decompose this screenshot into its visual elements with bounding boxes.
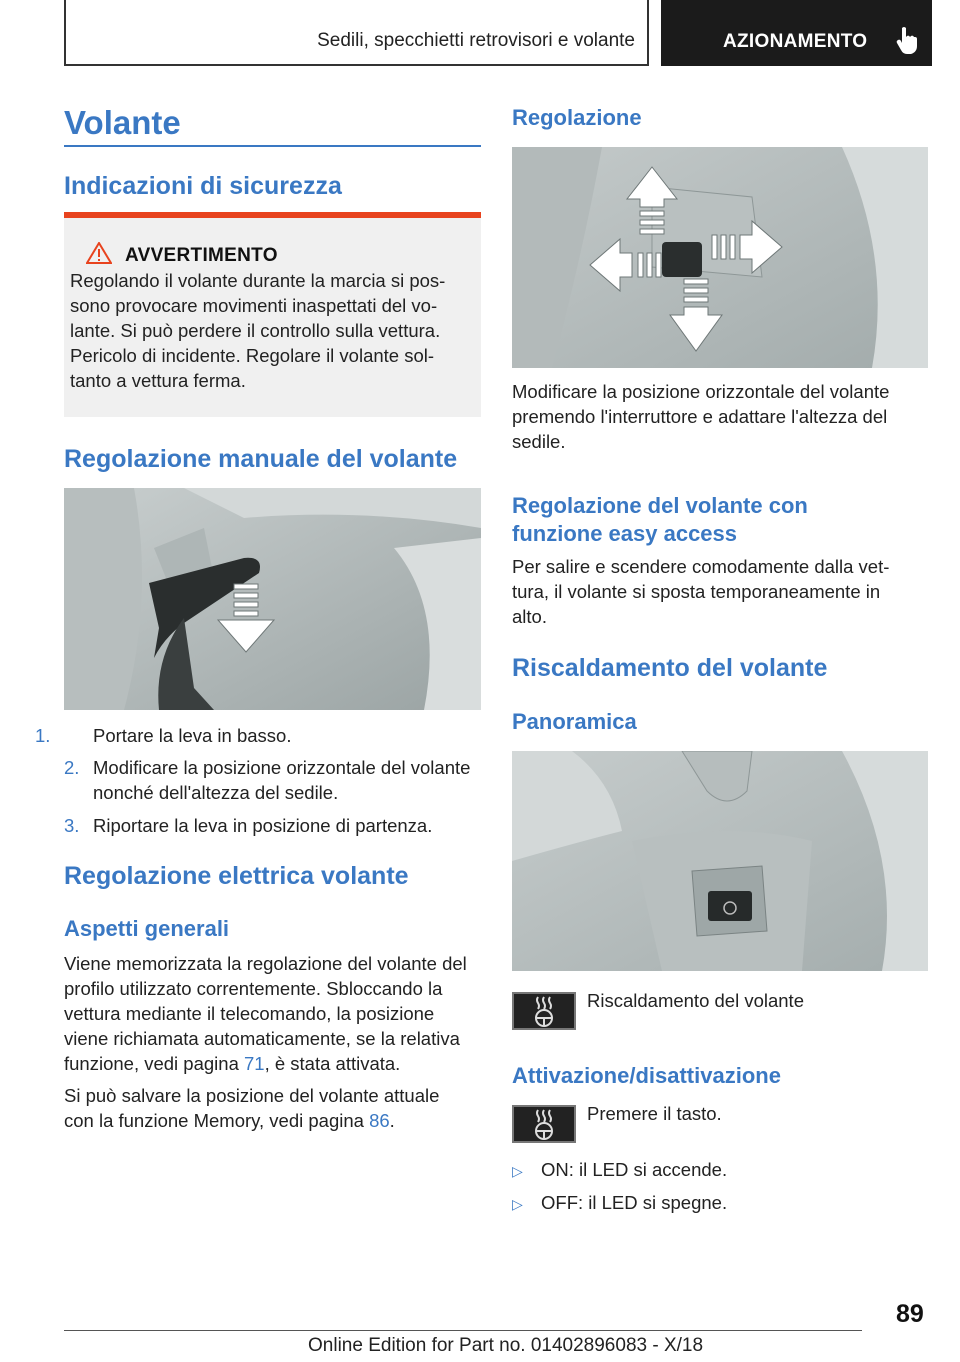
easy-access-paragraph [512,554,928,629]
warning-line: Pericolo di incidente. Regolare il volante sol- [70,345,435,366]
heating-button-illustration [512,751,928,971]
heating-button-symbol [512,1105,576,1143]
adjust-heading: Regolazione [512,105,642,130]
warning-title: AVVERTIMENTO [125,245,278,266]
step-text: Riportare la leva in posizione di partenza. [93,815,433,836]
section-tab [64,0,649,66]
chapter-title: AZIONAMENTO [723,31,868,52]
list-item [512,1157,928,1184]
warning-text [70,268,470,393]
step-number: 2. [64,757,80,778]
footer-edition: Online Edition for Part no. 01402896083 - X/18 [308,1335,704,1356]
list-item [64,755,481,805]
text-line: viene richiamata automaticamente, se la relativa [64,1028,460,1049]
footer-rule [64,1330,862,1331]
text-line: Si può salvare la posizione del volante attuale [64,1085,440,1106]
text-line: vettura mediante il telecomando, la posizione [64,1003,435,1024]
triangle-bullet-icon: ▷ [512,1196,523,1212]
text-line: con la funzione Memory, vedi pagina [64,1110,370,1131]
easy-access-heading [512,492,808,548]
step-number: 3. [64,815,80,836]
list-item [35,723,481,748]
text-line: Viene memorizzata la regolazione del volante del [64,953,467,974]
steering-wheel-heat-icon [514,1107,574,1141]
warning-box [64,212,481,417]
text-line: . [389,1110,395,1131]
step-text: Portare la leva in basso. [93,725,292,746]
manual-adjust-heading: Regolazione manuale del volante [64,445,458,473]
text-line: Modificare la posizione orizzontale del volante [512,381,890,402]
list-item [512,1190,928,1217]
lever-illustration [64,488,481,710]
text-line: tura, il volante si sposta temporaneamente in [512,581,881,602]
page-link-86[interactable]: 86 [369,1110,390,1131]
triangle-bullet-icon: ▷ [512,1163,523,1179]
warning-line: sono provocare movimenti inaspettati del vo- [70,295,438,316]
text-line: funzione, vedi pagina [64,1053,244,1074]
page-link-71[interactable]: 71 [244,1053,265,1074]
step-text: nonché dell'altezza del sedile. [93,782,339,803]
warning-triangle-icon [86,242,112,264]
general-heading: Aspetti generali [64,916,230,941]
text-line: alto. [512,606,547,627]
page-number: 89 [896,1300,924,1328]
warning-line: lante. Si può perdere il controllo sulla vettura. [70,320,441,341]
press-button-label: Premere il tasto. [587,1103,722,1124]
heating-symbol [512,992,576,1030]
title-rule [64,145,481,147]
onoff-heading: Attivazione/disattivazione [512,1063,781,1088]
warning-line: tanto a vettura ferma. [70,370,246,391]
page-title: Volante [64,104,181,141]
electric-switch-illustration [512,147,928,368]
electric-adjust-heading: Regolazione elettrica volante [64,862,409,890]
text-line: premendo l'interruttore e adattare l'altezza del [512,406,888,427]
text-line: sedile. [512,431,566,452]
overview-heading: Panoramica [512,709,637,734]
steering-wheel-heat-icon [514,994,574,1028]
page-header [64,0,932,66]
step-text: Modificare la posizione orizzontale del volante [93,757,471,778]
text-line: Per salire e scendere comodamente dalla vet- [512,556,890,577]
chapter-tab [661,0,932,66]
memory-paragraph [64,1083,481,1133]
section-title: Sedili, specchietti retrovisori e volante [317,30,635,51]
heating-heading: Riscaldamento del volante [512,654,828,682]
bullet-text: ON: il LED si accende. [541,1159,728,1180]
text-line: , è stata attivata. [264,1053,401,1074]
text-line: profilo utilizzato correntemente. Sbloccando la [64,978,443,999]
heading-line: funzione easy access [512,521,738,546]
list-item [64,813,481,838]
step-number: 1. [35,725,51,746]
adjust-paragraph [512,379,928,454]
safety-heading: Indicazioni di sicurezza [64,172,342,200]
pointing-hand-icon [895,26,919,54]
heading-line: Regolazione del volante con [512,493,808,518]
warning-line: Regolando il volante durante la marcia si pos- [70,270,446,291]
general-paragraph [64,951,481,1076]
heating-symbol-label: Riscaldamento del volante [587,990,804,1011]
bullet-text: OFF: il LED si spegne. [541,1192,728,1213]
